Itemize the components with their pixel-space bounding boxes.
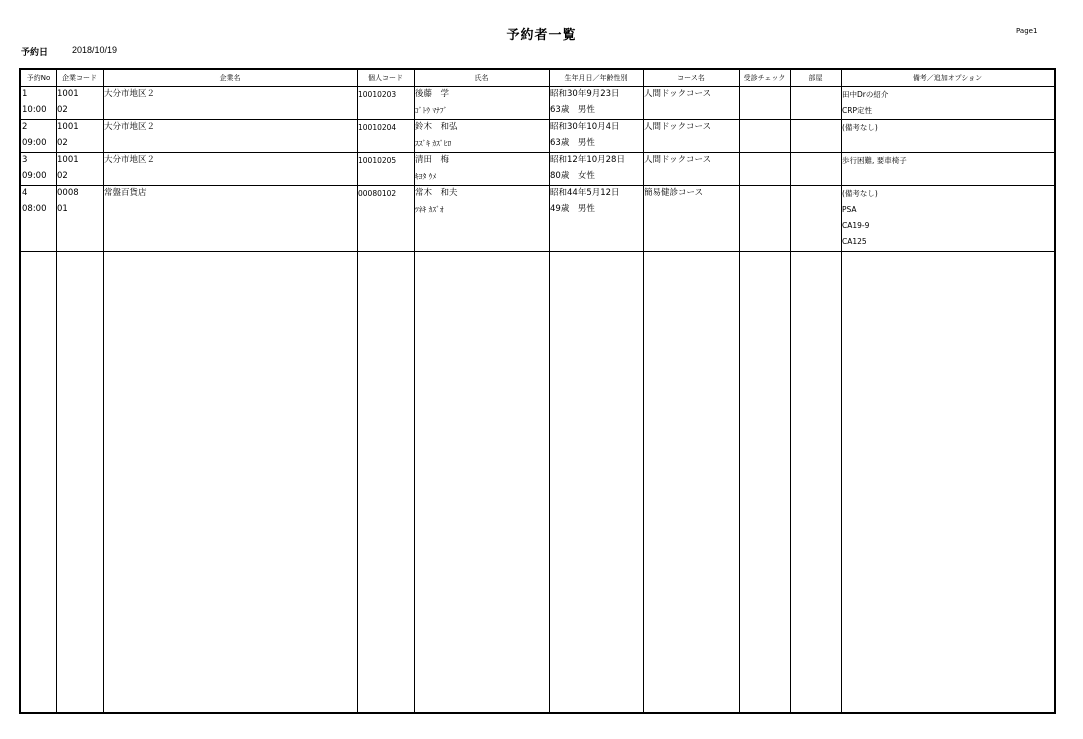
reservation-time: 10:00 [22, 105, 47, 115]
birth-date: 昭和30年9月23日 [550, 89, 620, 99]
company-name: 大分市地区２ [104, 155, 156, 165]
page-number: Page1 [1016, 27, 1038, 35]
note-item: CRP定性 [842, 106, 872, 115]
header-course-name: コース名 [677, 74, 705, 82]
person-kana: ｺﾞﾄｳ ﾏﾅﾌﾞ [415, 106, 448, 115]
header-company-name: 企業名 [219, 74, 241, 82]
course-name: 人間ドックコース [644, 122, 712, 132]
row-divider [21, 86, 1054, 87]
reservation-no: 1 [22, 89, 28, 99]
person-code: 00080102 [358, 189, 397, 198]
header-birth-age-sex: 生年月日／年齢性別 [564, 74, 628, 82]
note-item: PSA [842, 205, 857, 214]
row-divider [21, 185, 1054, 186]
reservation-date-label: 予約日 [21, 48, 49, 58]
company-sub-code: 02 [57, 105, 68, 115]
age-sex: 63歳 男性 [550, 105, 595, 115]
note-item: CA125 [842, 237, 867, 246]
note-item: 歩行困難, 要車椅子 [842, 156, 907, 165]
company-name: 大分市地区２ [104, 89, 156, 99]
reservation-time: 08:00 [22, 204, 47, 214]
course-name: 人間ドックコース [644, 155, 712, 165]
column-divider [841, 70, 842, 712]
company-code: 1001 [57, 155, 79, 165]
person-code: 10010204 [358, 123, 397, 132]
company-name: 大分市地区２ [104, 122, 156, 132]
birth-date: 昭和44年5月12日 [550, 188, 620, 198]
person-name: 清田 梅 [415, 155, 450, 165]
reservation-no: 4 [22, 188, 28, 198]
note-item: 田中Drの紹介 [842, 90, 889, 99]
person-name: 常木 和夫 [415, 188, 458, 198]
reservation-time: 09:00 [22, 138, 47, 148]
reservation-table [19, 68, 1056, 714]
company-name: 常盤百貨店 [104, 188, 147, 198]
column-divider [643, 70, 644, 712]
column-divider [357, 70, 358, 712]
column-divider [414, 70, 415, 712]
column-divider [103, 70, 104, 712]
company-sub-code: 02 [57, 171, 68, 181]
reservation-no: 3 [22, 155, 28, 165]
row-divider [21, 152, 1054, 153]
course-name: 簡易健診コース [644, 188, 704, 198]
person-code: 10010203 [358, 90, 397, 99]
company-code: 1001 [57, 89, 79, 99]
reservation-date: 2018/10/19 [72, 45, 118, 55]
header-person-code: 個人コード [368, 74, 403, 82]
header-room: 部屋 [808, 74, 823, 82]
header-company-code: 企業コード [62, 74, 97, 82]
course-name: 人間ドックコース [644, 89, 712, 99]
reservation-time: 09:00 [22, 171, 47, 181]
report-title: 予約者一覧 [506, 28, 577, 43]
birth-date: 昭和12年10月28日 [550, 155, 625, 165]
birth-date: 昭和30年10月4日 [550, 122, 620, 132]
person-kana: ﾂﾈｷ ｶｽﾞｵ [415, 205, 444, 214]
age-sex: 63歳 男性 [550, 138, 595, 148]
company-sub-code: 01 [57, 204, 68, 214]
person-code: 10010205 [358, 156, 397, 165]
header-exam-check: 受診チェック [743, 74, 786, 82]
row-divider [21, 119, 1054, 120]
company-code: 1001 [57, 122, 79, 132]
header-notes: 備考／追加オプション [912, 74, 983, 82]
header-person-name: 氏名 [474, 74, 489, 82]
column-divider [549, 70, 550, 712]
header-reservation-no: 予約No [26, 74, 51, 82]
note-item: CA19-9 [842, 221, 870, 230]
note-item: (備考なし) [842, 123, 878, 132]
age-sex: 49歳 男性 [550, 204, 595, 214]
note-item: (備考なし) [842, 189, 878, 198]
age-sex: 80歳 女性 [550, 171, 595, 181]
person-kana: ｽｽﾞｷ ｶｽﾞﾋﾛ [415, 139, 452, 148]
company-sub-code: 02 [57, 138, 68, 148]
company-code: 0008 [57, 188, 79, 198]
row-divider [21, 251, 1054, 252]
column-divider [56, 70, 57, 712]
reservation-no: 2 [22, 122, 28, 132]
person-name: 後藤 学 [415, 89, 450, 99]
column-divider [790, 70, 791, 712]
person-kana: ｷﾖﾀ ｳﾒ [415, 172, 437, 181]
person-name: 鈴木 和弘 [415, 122, 458, 132]
column-divider [739, 70, 740, 712]
